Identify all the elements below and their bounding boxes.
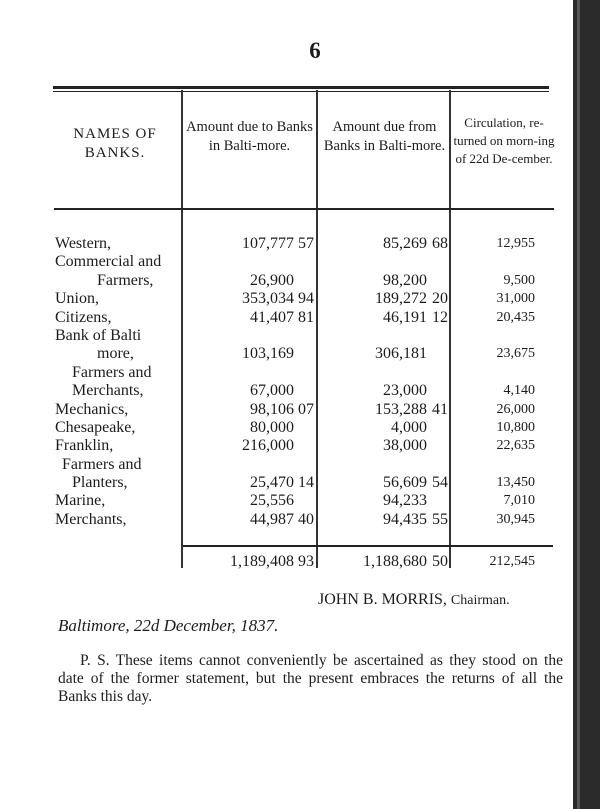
header-bottom-rule: [54, 208, 554, 210]
total-due-from: 1,188,680: [363, 553, 427, 570]
amount-due-from: 46,191: [383, 308, 427, 326]
bank-name: Farmers and: [62, 455, 142, 473]
table-row: [0, 492, 570, 510]
amount-due-from: 98,200: [383, 271, 427, 289]
signature: [318, 591, 510, 609]
circulation-value: 4,140: [503, 383, 535, 399]
total-circulation: 212,545: [489, 554, 535, 569]
amount-due-to: 67,000: [250, 382, 294, 400]
amount-due-to: 25,556: [250, 492, 294, 510]
bank-name: Farmers and: [72, 363, 152, 381]
table-row: [0, 419, 570, 437]
amount-due-from: 38,000: [383, 437, 427, 455]
header-circulation: Circulation, re-turned on morn-ing of 22d De-cember.: [453, 115, 555, 166]
total-due-from-cents: 50: [432, 553, 448, 570]
amount-due-from-cents: 20: [432, 290, 448, 308]
amount-due-from: 85,269: [383, 235, 427, 252]
bank-name: Citizens,: [55, 308, 112, 326]
table-row: [0, 382, 570, 400]
bank-name: Union,: [55, 290, 99, 308]
circulation-value: 10,800: [496, 419, 535, 435]
circulation-value: 23,675: [496, 346, 535, 362]
amount-due-to-cents: 14: [298, 474, 314, 492]
amount-due-to: 107,777: [242, 235, 294, 252]
amount-due-to-cents: 81: [298, 308, 314, 326]
bank-name: Commercial and: [55, 253, 162, 271]
amount-due-from: 153,288: [375, 400, 427, 418]
circulation-value: 9,500: [503, 272, 535, 288]
table-row: [0, 401, 570, 419]
bank-name: Marine,: [55, 492, 106, 510]
bank-name: Merchants,: [55, 510, 127, 528]
signatory-role: Chairman.: [450, 593, 510, 608]
circulation-value: 31,000: [496, 291, 535, 307]
table-top-rule-thin: [53, 91, 549, 92]
amount-due-from: 94,435: [383, 510, 427, 528]
amount-due-from: 306,181: [375, 345, 427, 363]
bank-name: more,: [97, 345, 134, 363]
table-row: [0, 253, 570, 271]
table-row: [0, 235, 570, 253]
bank-name: Farmers,: [97, 271, 154, 289]
amount-due-from: 56,609: [383, 474, 427, 492]
table-row: [0, 511, 570, 529]
postscript: P. S. These items cannot conveniently be ascertained as they stood on the date of the former statement, but the present embraces the returns of all the Banks this day.: [58, 652, 563, 705]
header-amount-due-to: Amount due to Banks in Balti-more.: [186, 119, 313, 154]
amount-due-to: 25,470: [250, 474, 294, 492]
bank-name: Mechanics,: [55, 400, 129, 418]
amount-due-to: 353,034: [242, 290, 294, 308]
amount-due-from-cents: 55: [432, 510, 448, 528]
amount-due-from: 189,272: [375, 290, 427, 308]
circulation-value: 30,945: [496, 511, 535, 527]
circulation-value: 12,955: [496, 236, 535, 251]
table-top-rule: [53, 86, 549, 89]
circulation-value: 20,435: [496, 309, 535, 325]
total-due-to-cents: 93: [298, 553, 314, 570]
bank-name: Franklin,: [55, 437, 114, 455]
table-row: [0, 309, 570, 327]
page-number: 6: [309, 38, 321, 63]
table-row: [0, 437, 570, 455]
table-row: [0, 290, 570, 308]
table-row: [0, 456, 570, 474]
circulation-value: 22,635: [496, 438, 535, 454]
amount-due-to: 80,000: [250, 418, 294, 436]
bank-name: Merchants,: [72, 382, 144, 400]
amount-due-to: 103,169: [242, 345, 294, 363]
amount-due-to-cents: 07: [298, 400, 314, 418]
amount-due-to: 98,106: [250, 400, 294, 418]
amount-due-to-cents: 40: [298, 510, 314, 528]
table-row: [0, 327, 570, 345]
signatory-name: JOHN B. MORRIS,: [318, 591, 447, 608]
amount-due-to: 41,407: [250, 308, 294, 326]
amount-due-from: 23,000: [383, 382, 427, 400]
header-amount-due-from: Amount due from Banks in Balti-more.: [323, 119, 446, 154]
bank-name: Western,: [55, 235, 112, 252]
table-row: [0, 364, 570, 382]
bank-name: Planters,: [72, 474, 128, 492]
totals-rule: [183, 545, 553, 547]
amount-due-from: 4,000: [391, 418, 427, 436]
amount-due-to: 216,000: [242, 437, 294, 455]
total-due-to: 1,189,408: [230, 553, 294, 570]
scan-edge-shadow: [573, 0, 600, 809]
bank-name: Chesapeake,: [55, 418, 136, 436]
amount-due-from: 94,233: [383, 492, 427, 510]
circulation-value: 26,000: [496, 401, 535, 417]
table-body: [0, 235, 570, 529]
amount-due-from-cents: 54: [432, 474, 448, 492]
table-row: [0, 345, 570, 363]
bank-name: Bank of Balti: [55, 326, 142, 344]
table-row: [0, 272, 570, 290]
amount-due-to-cents: 57: [298, 235, 314, 252]
table-row: [0, 474, 570, 492]
amount-due-from-cents: 41: [432, 400, 448, 418]
amount-due-from-cents: 68: [432, 235, 448, 252]
amount-due-from-cents: 12: [432, 308, 448, 326]
circulation-value: 13,450: [496, 475, 535, 491]
dateline: Baltimore, 22d December, 1837.: [58, 616, 279, 635]
circulation-value: 7,010: [503, 493, 535, 509]
amount-due-to: 26,900: [250, 271, 294, 289]
header-names-of-banks: NAMES OF BANKS.: [73, 126, 157, 161]
amount-due-to-cents: 94: [298, 290, 314, 308]
amount-due-to: 44,987: [250, 510, 294, 528]
